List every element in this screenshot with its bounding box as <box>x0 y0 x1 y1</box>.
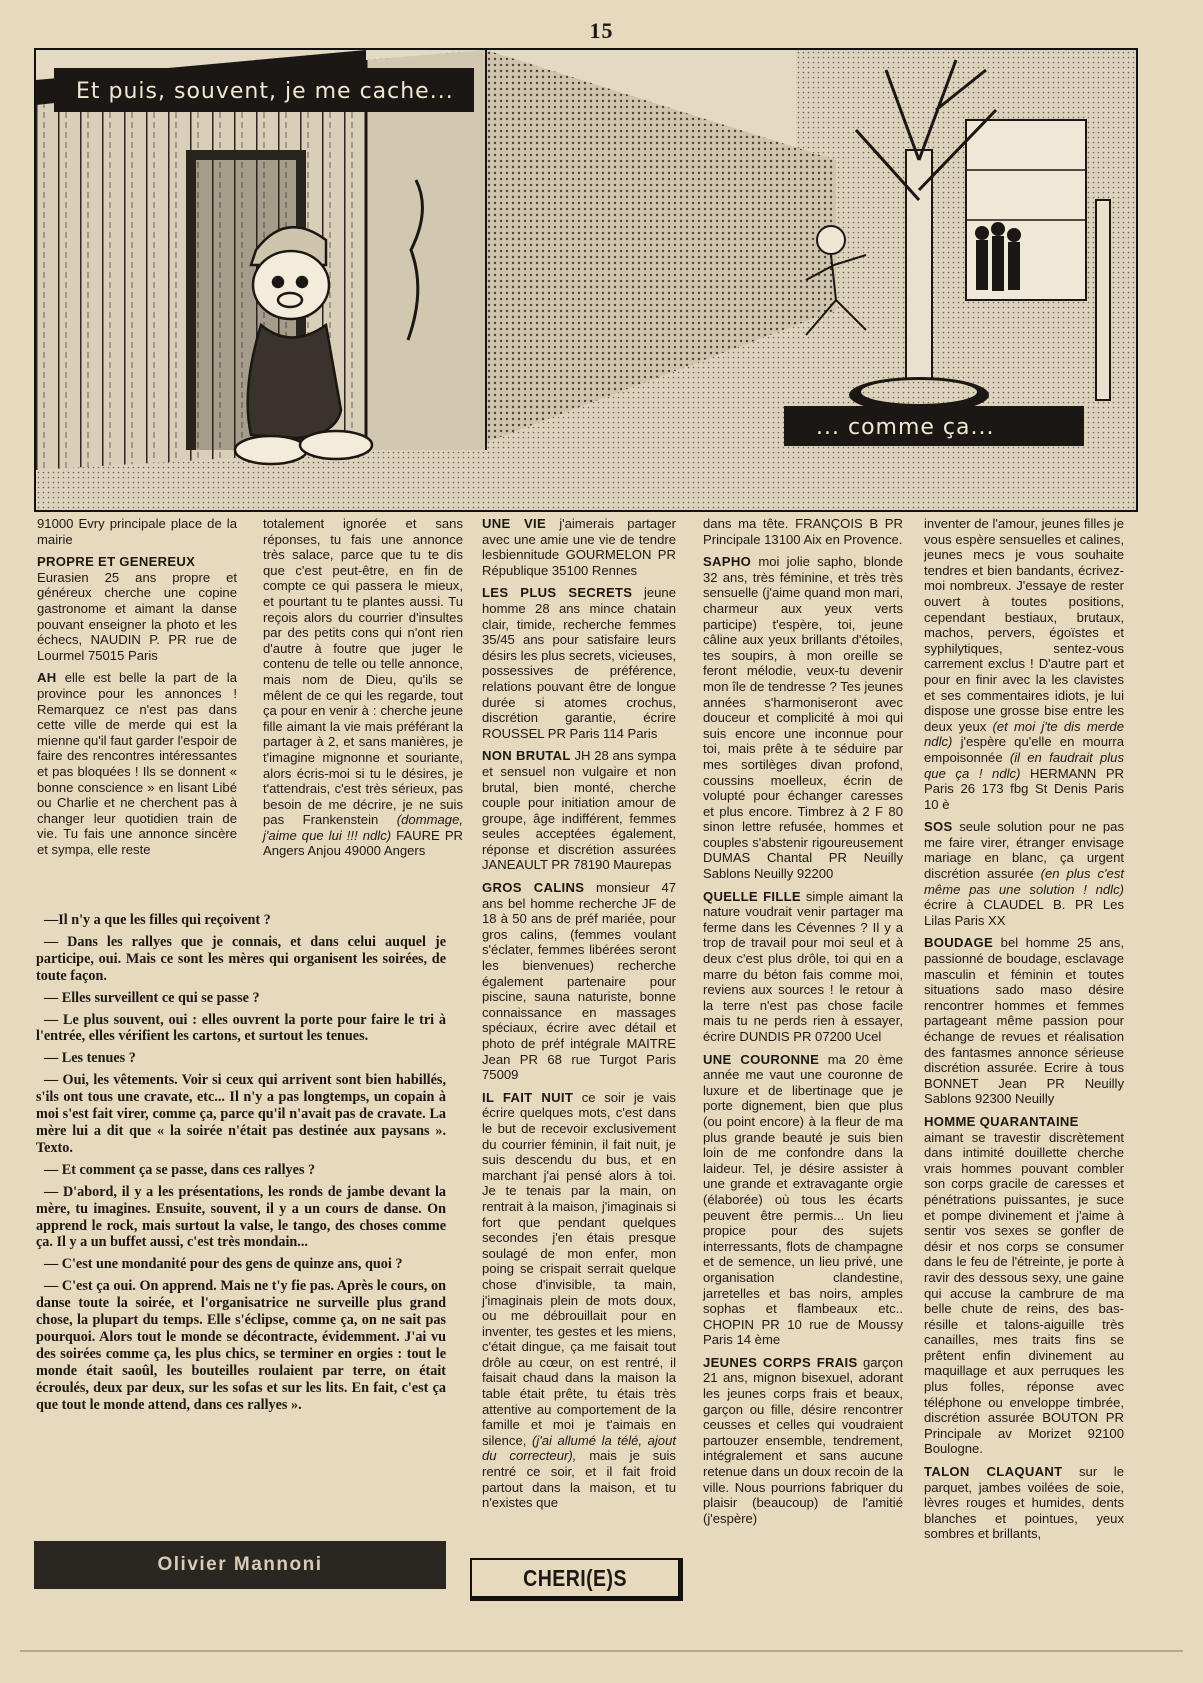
ad-heading: UNE VIE <box>482 516 547 531</box>
interview-line: — D'abord, il y a les présentations, les ronds de jambe devant la mère, tu imagines. Ensuite, souvent, il y a un cours de danse. On apprend le rock, mais surtout la valse, le tango, des choses comme ça. Il y a un buffet aussi, c'est très mondain... <box>36 1183 446 1251</box>
ad-jeunes-corps-frais <box>703 1355 903 1527</box>
column-4 <box>703 516 903 1533</box>
ad-heading: QUELLE FILLE <box>703 888 801 904</box>
ad-text: totalement ignorée et sans réponses, tu fais une annonce très salace, parce que tu te dis que c'est peut-être, en fin de compte ce qui passera le mieux, et pourtant tu te plantes aussi. Tu reçois alors du courrier d'insultes par des petits cons qui n'ont rien d'autre à foutre que juger le contenu de telle ou telle annonce, mais nom de Dieu, qu'ils se mêlent de ce qui les regarde, tout ça pour en venir à : cherche jeune fille aimant la vie mais préférant la partager à 2, et sans manières, je t'imagine mignonne et souriante, alors écris-moi si tu le désires, je t'attendrais, c'est très sérieux, pas besoin de me décrire, je ne suis pas Frankenstein <box>263 516 463 828</box>
author-byline <box>34 1541 446 1589</box>
ad-text: simple aimant la nature voudrait venir partager ma ferme dans les Cévennes ? Il y a trop de travail pour moi seul et à deux c'est plus drôle, toi qui en a marre du béton fais comme moi, reviens aux sources ! le retour à la terre n'est pas chose facile mais tu ne perds rien à essayer, écrire DUNDIS PR 07200 Ucel <box>703 888 903 1044</box>
ad-text: garçon 21 ans, mignon bisexuel, adorant les jeunes corps frais et beaux, garçon ou fille, désire rencontrer ceusses et celles qui voudraient partouzer ensemble, tendrement, intégralement et sans aucune retenue dans un doux recoin de la ville. Nous pourrions fabriquer du plaisir (beaucoup) de l'amitié (j'espère) <box>703 1354 903 1526</box>
editor-note: (dommage, j'aime que lui !!! ndlc) <box>263 812 463 843</box>
author-name: Olivier Mannoni <box>157 1554 323 1575</box>
ad-continuation: dans ma tête. FRANÇOIS B PR Principale 13100 Aix en Provence. <box>703 516 903 547</box>
ad-une-vie <box>482 516 676 578</box>
editor-note: (il en faudrait plus que ça ! ndlc) <box>924 749 1124 781</box>
ad-heading: TALON CLAQUANT <box>924 1464 1063 1480</box>
interview-line: — Et comment ça se passe, dans ces rallyes ? <box>44 1161 316 1178</box>
comic-illustration <box>34 48 1138 512</box>
ad-heading: SOS <box>924 819 953 835</box>
ad-text: sur le parquet, jambes voilées de soie, lèvres rouges et humides, dents blanches et pointues, yeux sombres et brillants, <box>924 1464 1124 1542</box>
ad-talon-claquant <box>924 1464 1124 1542</box>
ad-text: jeune homme 28 ans mince chatain clair, timide, recherche femmes 35/45 ans pour satisfaire leurs désirs les plus secrets, vicieuses, possessives de préférence, relations pouvant être de longue durée si atomes crochus, discrétion garantie, écrire ROUSSEL PR Paris 114 Paris <box>482 585 676 741</box>
ad-heading: LES PLUS SECRETS <box>482 585 633 601</box>
ad-text: mais je suis rentré ce soir, et il fait froid partout dans la maison, et tu n'existes que <box>482 1448 676 1511</box>
interview-text <box>36 912 446 1413</box>
interview-line: —Il n'y a que les filles qui reçoivent ? <box>44 912 271 928</box>
ad-continuation <box>924 516 1124 812</box>
ad-boudage <box>924 935 1124 1107</box>
ad-il-fait-nuit <box>482 1090 676 1511</box>
ad-les-plus-secrets <box>482 585 676 741</box>
ad-heading: AH <box>37 670 57 686</box>
column-3 <box>482 516 676 1518</box>
ad-text: aimant se travestir discrètement dans intimité douillette cherche vrais hommes pouvant combler son corps gracile de caresses et pénétrations puissantes, je suce et pompe divinement et j'aime à sentir vos sexes se gonfler de désir et nos corps se consumer dans le feu de l'étreinte, je porte à ravir des dessous sexy, une gaine qui accuse la cambrure de ma belle chute de reins, des bas-résille et talons-aiguille très canailles, mes traits fins se prêtent enfin divinement au maquillage et aux perruques les plus folles, réponse avec téléphone ou enveloppe timbrée, discrétion assurée BOUTON PR Principale av Morizet 92100 Boulogne. <box>924 1129 1124 1457</box>
column-2 <box>263 516 463 866</box>
ad-text: j'aimerais partager avec une amie une vie de tendre lesbiennitude GOURMELON PR République 35100 Rennes <box>482 516 677 578</box>
ad-text: j'espère qu'elle en mourra empoisonnée <box>924 734 1124 765</box>
ad-text: inventer de l'amour, jeunes filles je vous espère sensuelles et calines, jeunes mecs je vous souhaite tendres et bien bandants, écrivez-moi nombreux. J'essaye de rester ouvert à toutes positions, cependant bestiaux, brutaux, machos, pervers, égoïstes et syphilytiques, sentez-vous carrement exclus ! D'autre part et pour en finir avec la les clavistes et ses commentaires idiots, je lui dispose une grosse bise entre les deux yeux <box>924 516 1124 734</box>
page-number: 15 <box>589 18 614 43</box>
ad-gros-calins <box>482 880 676 1083</box>
ad-text: Eurasien 25 ans propre et généreux cherche une copine gastronome et aimant la danse pouvant enseigner la photo et les échecs, NAUDIN P. PR rue de Lourmel 75015 Paris <box>37 569 237 663</box>
interview-line: — Oui, les vêtements. Voir si ceux qui arrivent sont bien habillés, s'ils ont tous une cravate, etc... Il n'y a pas longtemps, un copain à moi s'est fait virer, comme ça, parce qu'il n'avait pas de cravate. La mère lui a dit que « la soirée n'était pas destinée aux paysans ». Texto. <box>36 1072 446 1156</box>
ad-text: JH 28 ans sympa et sensuel non vulgaire et non brutal, bien monté, cherche couple pour initiation amour de groupe, âge indifférent, femmes seules acceptées également, réponse et discrétion assurées JANEAULT PR 78190 Maurepas <box>482 748 676 873</box>
interview-line: — C'est une mondanité pour des gens de quinze ans, quoi ? <box>44 1256 403 1273</box>
ad-text: 91000 Evry principale place de la mairie <box>37 516 237 547</box>
page-bottom-rule <box>20 1650 1183 1652</box>
interview-line: — Dans les rallyes que je connais, et dans celui auquel je participe, oui. Mais ce sont les mères qui organisent les soirées, de toute façon. <box>36 933 446 984</box>
ad-text: bel homme 25 ans, passionné de boudage, esclavage masculin et féminin et toutes situations sado maso désire rencontrer hommes et femmes partageant même passion pour échange de revues et réalisation des fantasmes annonce sérieuse discrétion assurée. Ecrire à tous BONNET Jean PR Neuilly Sablons 92300 Neuilly <box>924 935 1124 1107</box>
ad-heading: PROPRE ET GENEREUX <box>37 554 196 570</box>
ad-heading: GROS CALINS <box>482 880 585 896</box>
ad-text: HERMANN PR Paris 26 173 fbg St Denis Paris 10 è <box>924 765 1125 812</box>
ad-text: ce soir je vais écrire quelques mots, c'est dans le but de recevoir exclusivement du courrier féminin, il fait nuit, je suis descendu du bus, et en marchant j'ai pensé alors à toi. Je te tenais par la main, on rentrait à la maison, j'imaginais si fort que pendant quelques secondes j'en étais presque soulagé de mon enfer, mon poing se crispait serrait quelque chose d'invisible, ta main, j'imaginais plein de mots doux, ou me débrouillait pour en inventer, tes gestes et les miens, c'était dingue, ça me faisait tout drôle au cœur, on est rentré, il faisait chaud dans la maison la table était prête, tu étais très attentive au comportement de la famille et moi je t'aimais en silence, <box>482 1089 676 1448</box>
ad-heading: NON BRUTAL <box>482 748 571 764</box>
editor-note: (en plus c'est même pas une solution ! ndlc) <box>924 866 1125 897</box>
comic-drawing <box>36 50 1136 510</box>
ad-continuation <box>263 516 463 859</box>
editor-note: (et moi j'te dis merde ndlc) <box>924 718 1124 750</box>
ad-quelle-fille <box>703 889 903 1045</box>
ad-text: écrire à CLAUDEL B. PR Les Lilas Paris XX <box>924 897 1124 928</box>
caption-top: Et puis, souvent, je me cache... <box>76 79 454 104</box>
ad-homme-quarantaine <box>924 1114 1124 1457</box>
ad-text: moi jolie sapho, blonde 32 ans, très féminine, et très très sensuelle (j'aime quand mon mari, charmeur aux yeux verts participe) t'espère, toi, jeune câline aux yeux brillants d'étoiles, tes soupirs, à mon oreille se feront mélodie, veux-tu devenir mon île de tendresse ? Tes jeunes années s'harmoniseront avec douceur et complicité à moi qui suis encore une inconnue pour toi, mais prête à te séduire par mes sortilèges divan profond, coussins moelleux, écrin de volupté pour échanger caresses et plus encore. Timbrez à 2 F 80 sinon lettre refusée, hommes et couples s'abstenir rigoureusement DUMAS Chantal PR Neuilly Sablons Neuilly 92200 <box>703 554 904 882</box>
column-1 <box>37 516 237 864</box>
ad-text: ma 20 ème année me vaut une couronne de luxure et de libertinage que je porte dignement, bien que plus (ou point encore) à la fleur de ma plus grande beauté je suis bien loin de me confondre dans la laideur. Tel, je désire assister à une grande et extravagante orgie (élaborée) où tous les écarts peuvent être permis... Un lieu propice pour des sujets interressants, flots de champagne et de semence, un lieu privé, une organisation clandestine, jarretelles et bas noirs, amples sophas et flambeaux etc.. CHOPIN PR 10 rue de Moussy Paris 14 ème <box>703 1051 904 1348</box>
interview-line: — Le plus souvent, oui : elles ouvrent la porte pour faire le tri à l'entrée, elles vérifient les cartons, et surtout les tenues. <box>36 1011 446 1045</box>
cheries-logo <box>470 1558 683 1601</box>
ad-heading: HOMME QUARANTAINE <box>924 1113 1079 1129</box>
ad-text: monsieur 47 ans bel homme recherche JF de 18 à 50 ans de préf mariée, pour gros calins, (femmes voulant s'éclater, femmes libérées seront les bienvenues) recherche également partenaire pour piscine, sauna naturiste, bonne connaissance en massages spéciaux, écrire avec détail et photo de préf intégrale MAITRE Jean PR 68 rue Turgot Paris 75009 <box>482 880 677 1083</box>
ad-propre-et-genereux <box>37 554 237 663</box>
ad-heading: UNE COURONNE <box>703 1051 820 1067</box>
ad-sos <box>924 819 1124 928</box>
ad-text: seule solution pour ne pas me faire virer, étranger envisage mariage en blanc, ça urgent discrétion assurée <box>924 819 1124 882</box>
ad-heading: JEUNES CORPS FRAIS <box>703 1354 858 1370</box>
ad-heading: SAPHO <box>703 554 752 570</box>
ad-text: FAURE PR Angers Anjou 49000 Angers <box>263 827 464 859</box>
interview-line: — Elles surveillent ce qui se passe ? <box>44 989 260 1006</box>
ad-ah <box>37 670 237 857</box>
ad-sapho <box>703 554 903 881</box>
caption-bottom: ... comme ça... <box>816 415 995 440</box>
column-5 <box>924 516 1124 1549</box>
ad-non-brutal <box>482 748 676 873</box>
ad-heading: BOUDAGE <box>924 935 994 951</box>
interview-line: — C'est ça oui. On apprend. Mais ne t'y fie pas. Après le cours, on danse toute la soirée, et l'organisatrice ne surveille plus grand chose, la plupart du temps. Elle s'éclipse, comme ça, on ne sait pas pourquoi. Alors tout le monde se décontracte, évidemment. J'ai vu des soirées comme ça, les plus chics, se terminer en orgies : tout le monde était saoûl, les bouteilles roulaient par terre, on était écroulés, deux par deux, sur les sofas et sur les lits. En fait, c'est ça que tout le monde attend, dans ces rallyes ». <box>36 1278 446 1413</box>
ad-heading: IL FAIT NUIT <box>482 1089 574 1105</box>
logo-text: CHERI(E)S <box>523 1564 627 1591</box>
ad-une-couronne <box>703 1052 903 1348</box>
editor-note: (j'ai allumé la télé, ajout du correcteur), <box>482 1432 676 1464</box>
ad-text: elle est belle la part de la province pour les annonces ! Remarquez ce n'est pas dans cette ville de merde qui est la mienne qu'il faut garder l'espoir de faire des rencontres intéressantes et pas bloquées ! Ils se donnent « bonne conscience » en lisant Libé ou Charlie et ne cherchent pas à changer leur quotidien train de vie. Tu fais une annonce sincère et sympa, elle reste <box>37 670 237 857</box>
interview-line: — Les tenues ? <box>44 1050 136 1067</box>
